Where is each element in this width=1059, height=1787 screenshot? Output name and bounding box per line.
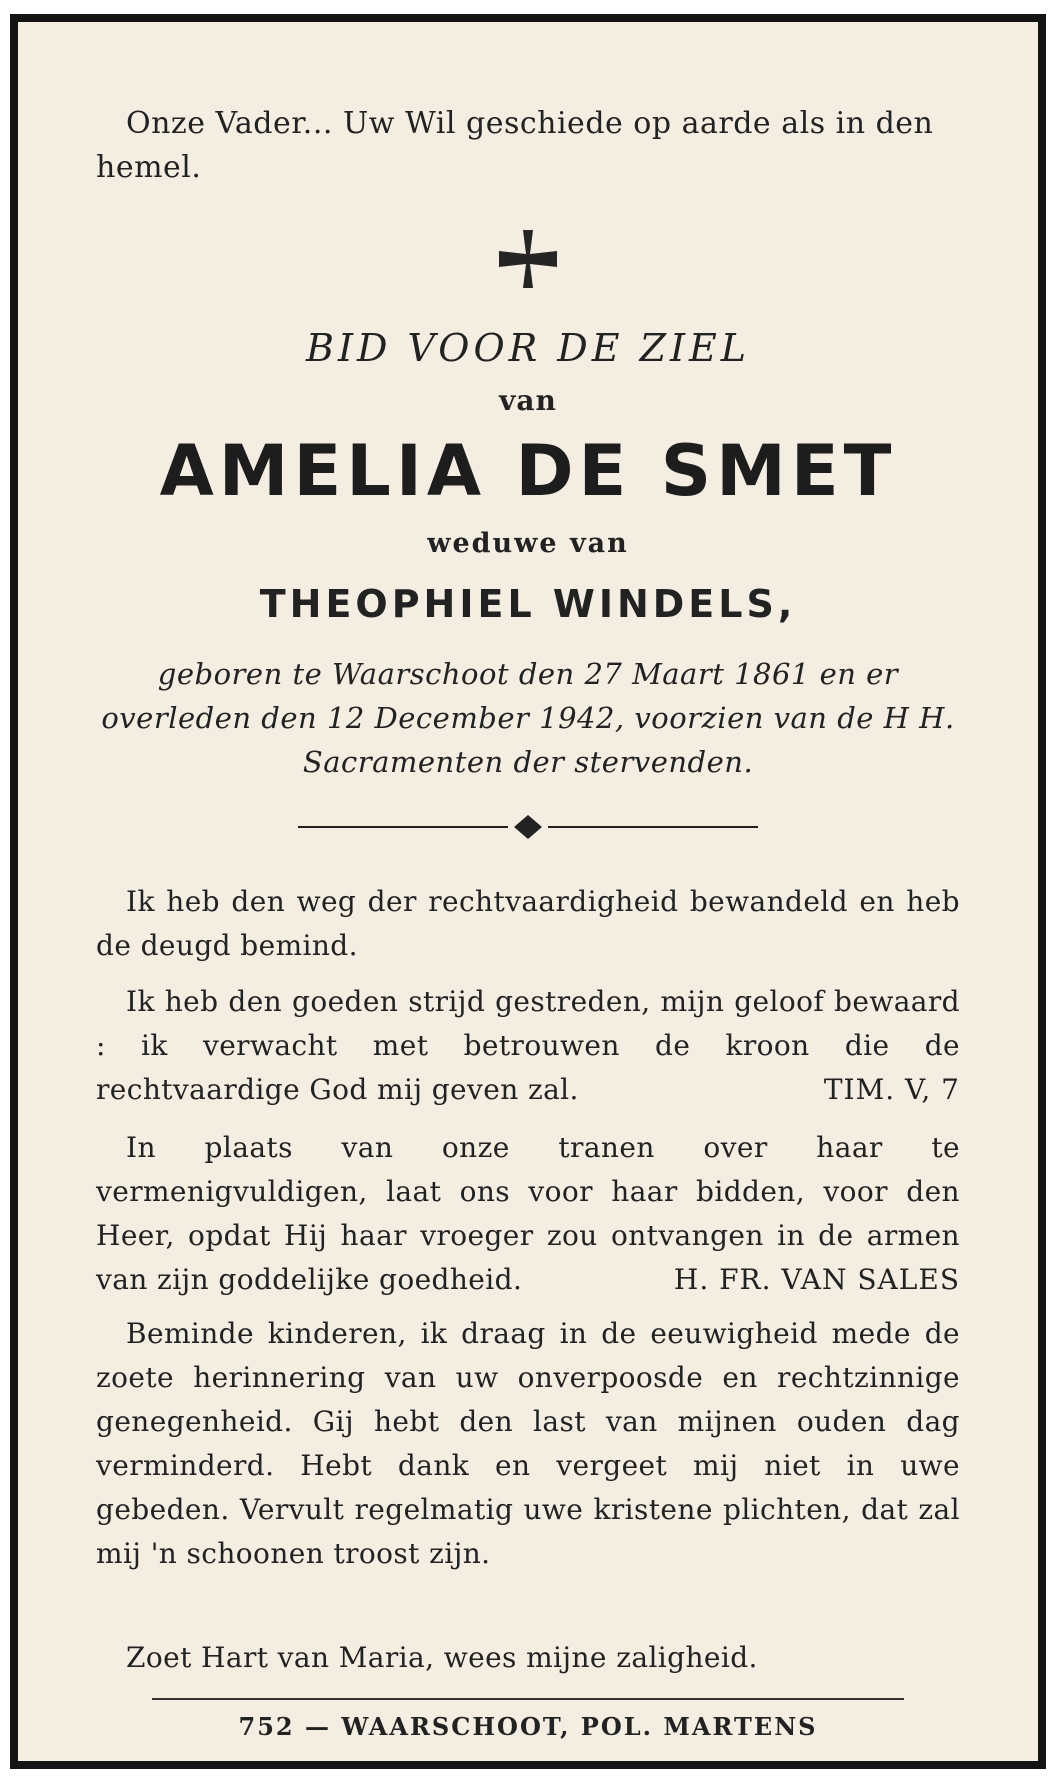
paragraph-3-text: In plaats van onze tranen over haar te vermenigvuldigen, laat ons voor haar bidden, voor den Heer, opdat Hij haar vroeger zou ontvangen in de armen van zijn goddelijke goedheid. (96, 1131, 960, 1296)
deceased-name: AMELIA DE SMET (159, 430, 897, 512)
paragraph-3 (96, 1126, 960, 1302)
paragraph-1 (96, 880, 960, 968)
cross-pattee-icon (493, 224, 563, 294)
paragraph-1-text: Ik heb den weg der rechtvaardigheid bewandeld en heb de deugd bemind. (96, 885, 960, 962)
heading-pray-for-soul: BID VOOR DE ZIEL (306, 326, 750, 370)
widow-of-label: weduwe van (427, 528, 629, 559)
van-label: van (499, 384, 557, 417)
footer-divider (152, 1698, 904, 1700)
paragraph-2 (96, 980, 960, 1112)
paragraph-4 (96, 1312, 960, 1576)
printer-credit: 752 — WAARSCHOOT, POL. MARTENS (238, 1712, 818, 1741)
husband-name: THEOPHIEL WINDELS, (259, 582, 797, 626)
paragraph-2-source: TIM. V, 7 (823, 1073, 960, 1106)
diamond-ornament-icon (278, 812, 778, 842)
paragraph-5-text: Zoet Hart van Maria, wees mijne zaligheid. (126, 1641, 758, 1674)
paragraph-2-text: Ik heb den goeden strijd gestreden, mijn geloof bewaard : ik verwacht met betrouwen de kroon die de rechtvaardige God mij geven zal. (96, 985, 960, 1106)
paragraph-5 (96, 1636, 960, 1680)
paragraph-3-source: H. FR. VAN SALES (673, 1263, 960, 1296)
paragraph-4-text: Beminde kinderen, ik draag in de eeuwigheid mede de zoete herinnering van uw onverpoosde en rechtzinnige genegenheid. Gij hebt den last van mijnen ouden dag verminderd. Hebt dank en vergeet mij niet in uwe gebeden. Vervult regelmatig uwe kristene plichten, dat zal mij 'n schoonen troost zijn. (96, 1317, 960, 1570)
birth-death-details: geboren te Waarschoot den 27 Maart 1861 en er overleden den 12 December 1942, voorzien van de H H. Sacramenten der stervenden. (101, 657, 955, 779)
memorial-card (10, 14, 1046, 1769)
opening-prayer: Onze Vader... Uw Wil geschiede op aarde als in den hemel. (96, 106, 934, 185)
